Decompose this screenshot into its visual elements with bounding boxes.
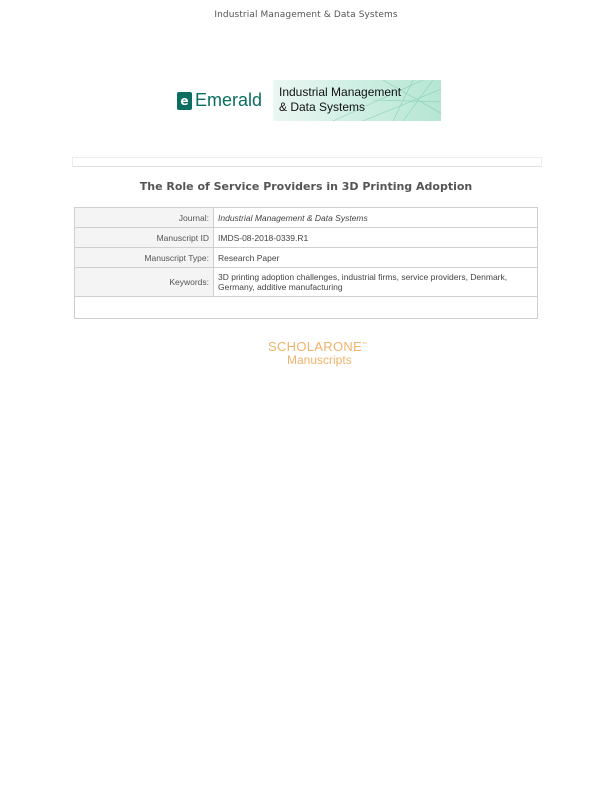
scholarone-trademark: ™ (362, 341, 368, 348)
table-row (75, 268, 538, 297)
manuscript-id-value: IMDS-08-2018-0339.R1 (214, 228, 538, 248)
journal-banner (174, 80, 441, 121)
page-title: The Role of Service Providers in 3D Printing Adoption (139, 180, 473, 193)
manuscript-type-value: Research Paper (214, 248, 538, 268)
running-header: Industrial Management & Data Systems (214, 10, 398, 20)
scholarone-manuscripts: Manuscripts (287, 353, 352, 367)
emerald-logo (174, 80, 273, 121)
keywords-value: 3D printing adoption challenges, industrial firms, service providers, Denmark, Germany, additive manufacturing (214, 268, 538, 297)
scholarone-name: SCHOLARONE (268, 339, 363, 354)
manuscript-metadata-table (74, 207, 538, 319)
emerald-logo-icon: e (177, 92, 192, 110)
manuscript-id-label: Manuscript ID (75, 228, 214, 248)
banner-journal-line2: & Data Systems (279, 100, 366, 114)
table-row (75, 228, 538, 248)
scholarone-wordmark (268, 339, 388, 354)
journal-value: Industrial Management & Data Systems (214, 208, 538, 228)
table-row (75, 248, 538, 268)
keywords-label: Keywords: (75, 268, 214, 297)
emerald-logo-word: Emerald (195, 90, 263, 110)
manuscript-type-label: Manuscript Type: (75, 248, 214, 268)
banner-journal-title (279, 85, 401, 115)
scholarone-logo (268, 339, 388, 367)
separator-rule (72, 157, 542, 167)
banner-graphic (273, 80, 441, 121)
table-row (75, 297, 538, 319)
journal-label: Journal: (75, 208, 214, 228)
table-row (75, 208, 538, 228)
empty-row-cell (75, 297, 538, 319)
banner-journal-line1: Industrial Management (279, 85, 402, 99)
